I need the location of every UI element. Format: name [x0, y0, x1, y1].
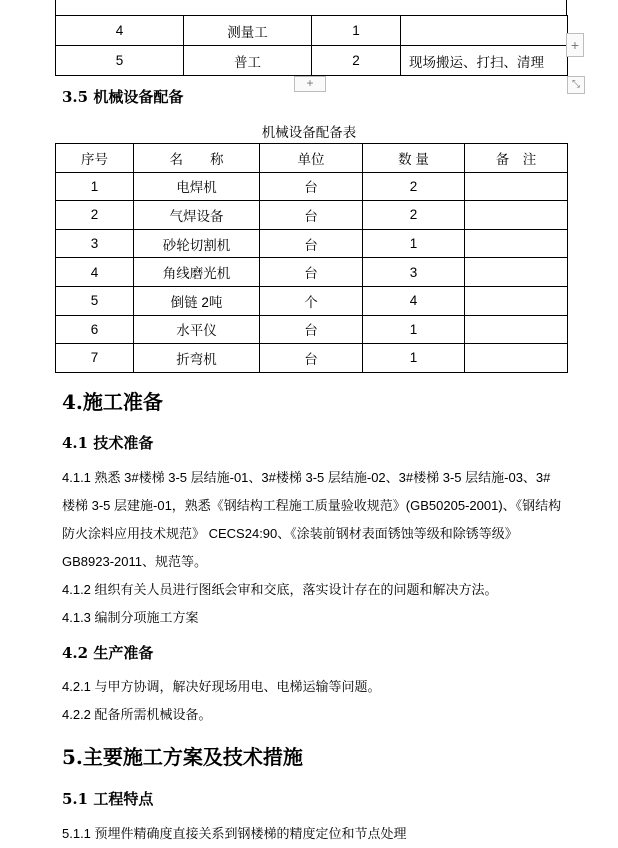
equip-note[interactable]	[465, 172, 568, 201]
col-header-qty[interactable]: 数 量	[363, 144, 465, 173]
heading-5-1: 5.1 工程特点	[62, 790, 154, 808]
heading-3-5: 3.5 机械设备配备	[62, 88, 184, 106]
equip-no[interactable]: 6	[56, 315, 134, 344]
equip-no[interactable]: 5	[56, 286, 134, 315]
table-row	[56, 286, 568, 315]
staff-role[interactable]: 测量工	[184, 16, 312, 46]
paragraph-4-1-3: 4.1.3 编制分项施工方案	[62, 610, 199, 625]
table-row	[56, 258, 568, 287]
equip-unit[interactable]: 台	[260, 201, 363, 230]
equip-note[interactable]	[465, 315, 568, 344]
equip-name[interactable]: 气焊设备	[134, 201, 260, 230]
paragraph-5-1-1: 5.1.1 预埋件精确度直接关系到钢楼梯的精度定位和节点处理	[62, 826, 407, 841]
add-row-button[interactable]: +	[294, 76, 326, 92]
equip-qty[interactable]: 2	[363, 172, 465, 201]
table-resize-handle[interactable]: ⤡	[567, 76, 585, 94]
equipment-table[interactable]	[55, 143, 568, 373]
equip-no[interactable]: 4	[56, 258, 134, 287]
equip-no[interactable]: 7	[56, 344, 134, 373]
equip-note[interactable]	[465, 229, 568, 258]
staff-no[interactable]: 5	[56, 46, 184, 76]
equip-unit[interactable]: 台	[260, 258, 363, 287]
staff-no[interactable]: 4	[56, 16, 184, 46]
staff-table[interactable]	[55, 15, 568, 76]
heading-4: 4.施工准备	[62, 390, 163, 414]
equip-qty[interactable]: 4	[363, 286, 465, 315]
staff-count[interactable]: 2	[312, 46, 401, 76]
staff-role[interactable]: 普工	[184, 46, 312, 76]
equip-name[interactable]: 砂轮切割机	[134, 229, 260, 258]
equip-qty[interactable]: 1	[363, 315, 465, 344]
paragraph-4-2-1: 4.2.1 与甲方协调，解决好现场用电、电梯运输等问题。	[62, 679, 381, 694]
equip-name[interactable]: 倒链 2吨	[134, 286, 260, 315]
equip-qty[interactable]: 3	[363, 258, 465, 287]
table-row	[56, 16, 568, 46]
table-row	[56, 201, 568, 230]
equip-qty[interactable]: 1	[363, 229, 465, 258]
table-row	[56, 46, 568, 76]
equip-note[interactable]	[465, 344, 568, 373]
table-row	[56, 172, 568, 201]
table-caption: 机械设备配备表	[261, 125, 357, 140]
equip-no[interactable]: 3	[56, 229, 134, 258]
col-header-no[interactable]: 序号	[56, 144, 134, 173]
paragraph-4-1-2: 4.1.2 组织有关人员进行图纸会审和交底，落实设计存在的问题和解决方法。	[62, 582, 498, 597]
table-row	[56, 344, 568, 373]
equip-unit[interactable]: 台	[260, 344, 363, 373]
add-column-button[interactable]: +	[566, 33, 584, 57]
table-header-row	[56, 144, 568, 173]
table-border-right	[566, 0, 567, 16]
heading-4-1: 4.1 技术准备	[62, 434, 154, 452]
equip-no[interactable]: 1	[56, 172, 134, 201]
equip-unit[interactable]: 台	[260, 315, 363, 344]
equip-name[interactable]: 角线磨光机	[134, 258, 260, 287]
equip-name[interactable]: 电焊机	[134, 172, 260, 201]
equip-name[interactable]: 折弯机	[134, 344, 260, 373]
equip-no[interactable]: 2	[56, 201, 134, 230]
equip-unit[interactable]: 台	[260, 172, 363, 201]
staff-note[interactable]: 现场搬运、打扫、清理	[401, 46, 568, 76]
heading-4-2: 4.2 生产准备	[62, 644, 154, 662]
table-border-left	[55, 0, 56, 16]
table-row	[56, 229, 568, 258]
equip-unit[interactable]: 台	[260, 229, 363, 258]
staff-count[interactable]: 1	[312, 16, 401, 46]
equip-note[interactable]	[465, 201, 568, 230]
equip-qty[interactable]: 1	[363, 344, 465, 373]
table-row	[56, 315, 568, 344]
heading-5: 5.主要施工方案及技术措施	[62, 745, 303, 769]
staff-note[interactable]	[401, 16, 568, 46]
col-header-unit[interactable]: 单位	[260, 144, 363, 173]
equip-note[interactable]	[465, 286, 568, 315]
col-header-name[interactable]: 名 称	[134, 144, 260, 173]
equip-qty[interactable]: 2	[363, 201, 465, 230]
equip-unit[interactable]: 个	[260, 286, 363, 315]
equip-note[interactable]	[465, 258, 568, 287]
equip-name[interactable]: 水平仪	[134, 315, 260, 344]
col-header-note[interactable]: 备 注	[465, 144, 568, 173]
paragraph-4-2-2: 4.2.2 配备所需机械设备。	[62, 707, 212, 722]
paragraph-4-1-1: 4.1.1 熟悉 3#楼梯 3-5 层结施-01、3#楼梯 3-5 层结施-02、3#楼梯 3-5 层结施-03、3#楼梯 3-5 层建施-01，熟悉《钢结构工程施工质量验收规范》(GB50205-2001)、《钢结构防火涂料应用技术规范》 CECS24:90、《涂装前钢材表面锈蚀等级和除锈等级》 GB8923-2011、规范等。	[62, 470, 562, 569]
